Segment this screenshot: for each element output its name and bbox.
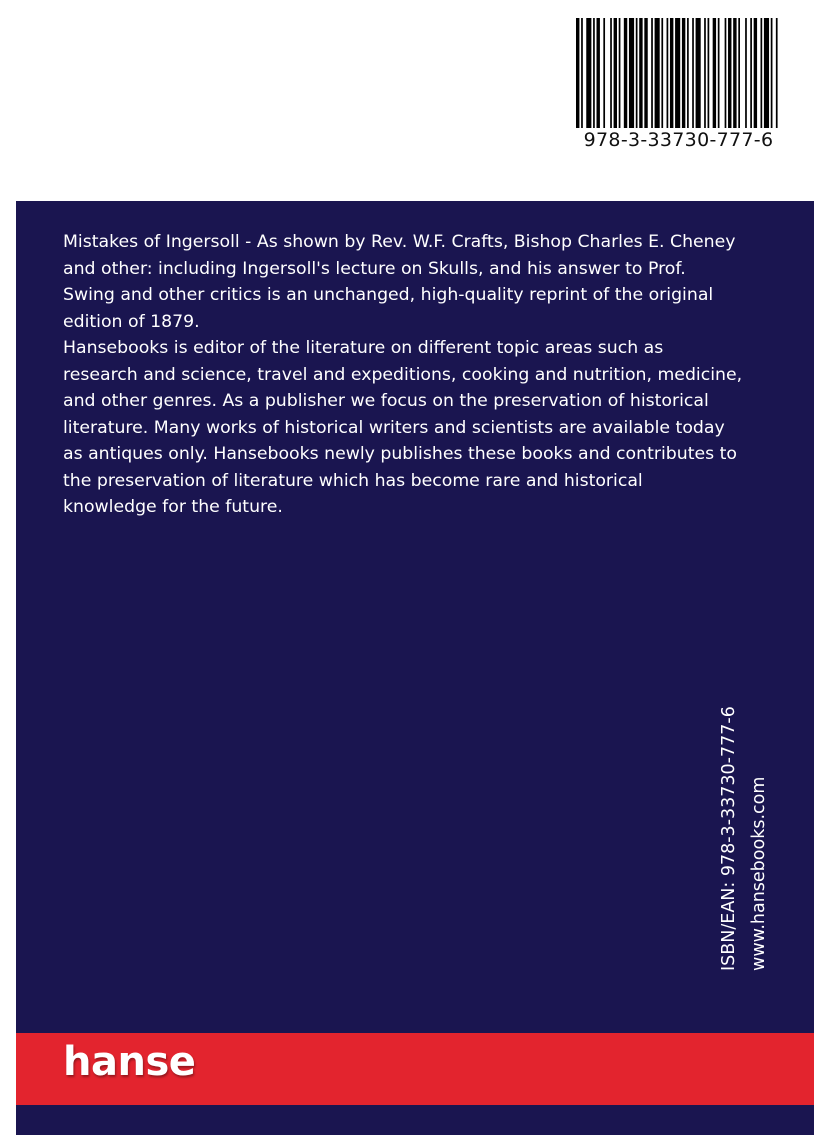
barcode-bar: [639, 18, 642, 128]
barcode-bar: [624, 18, 627, 128]
barcode-bar: [750, 18, 752, 128]
barcode-bar: [682, 18, 685, 128]
barcode-bar: [581, 18, 583, 128]
barcode-bar: [636, 18, 638, 128]
description-paragraph-2: Hansebooks is editor of the literature on different topic areas such as research and science, travel and expeditions, cooking and nutrition, medicine, and other genres. As a publisher we focus on the preservation of historical literature. Many works of historical writers and scientists are available today as antiques only. Hansebooks newly publishes these books and contributes to the preservation of literature which has become rare and historical knowledge for the future.: [63, 338, 743, 517]
barcode-bar: [704, 18, 706, 128]
barcode-bar: [629, 18, 634, 128]
hanse-logo: hanse: [63, 1039, 196, 1085]
barcode-bar: [603, 18, 605, 128]
barcode-bar: [713, 18, 716, 128]
barcode-bar: [610, 18, 612, 128]
barcode-bar: [733, 18, 736, 128]
barcode-isbn-text: 978-3-33730-777-6: [583, 129, 774, 151]
barcode-bar: [614, 18, 617, 128]
barcode-bar: [670, 18, 673, 128]
barcode-bar: [675, 18, 680, 128]
barcode-bar: [619, 18, 621, 128]
barcode-bar: [692, 18, 694, 128]
barcode-bar: [725, 18, 727, 128]
back-cover-panel: [16, 201, 814, 1135]
barcode-bar: [764, 18, 769, 128]
barcode-bar: [745, 18, 747, 128]
barcode-bars: [576, 18, 781, 128]
barcode-bar: [708, 18, 710, 128]
isbn-vertical-block: [714, 699, 786, 971]
barcode-bar: [738, 18, 740, 128]
barcode-bar: [586, 18, 591, 128]
barcode-bar: [728, 18, 731, 128]
barcode-bar: [593, 18, 595, 128]
barcode-bar: [718, 18, 720, 128]
barcode: [571, 14, 786, 154]
website-label: www.hansebooks.com: [749, 776, 769, 971]
barcode-bar: [655, 18, 660, 128]
barcode-bar: [754, 18, 757, 128]
barcode-bar: [776, 18, 778, 128]
barcode-bar: [597, 18, 600, 128]
barcode-bar: [696, 18, 701, 128]
isbn-ean-label: ISBN/EAN: 978-3-33730-777-6: [719, 706, 739, 971]
barcode-bar: [661, 18, 663, 128]
barcode-bar: [771, 18, 773, 128]
barcode-bar: [651, 18, 653, 128]
book-description: [63, 229, 783, 521]
barcode-bar: [644, 18, 647, 128]
footer-band: [16, 1033, 814, 1105]
barcode-bar: [761, 18, 763, 128]
barcode-bar: [667, 18, 669, 128]
barcode-bar: [687, 18, 689, 128]
description-paragraph-1: Mistakes of Ingersoll - As shown by Rev. W.F. Crafts, Bishop Charles E. Cheney and other: including Ingersoll's lecture on Skulls, and his answer to Prof. Swing and other critics is an unchanged, high-quality reprint of the original edition of 1879.: [63, 232, 736, 332]
barcode-bar: [576, 18, 579, 128]
